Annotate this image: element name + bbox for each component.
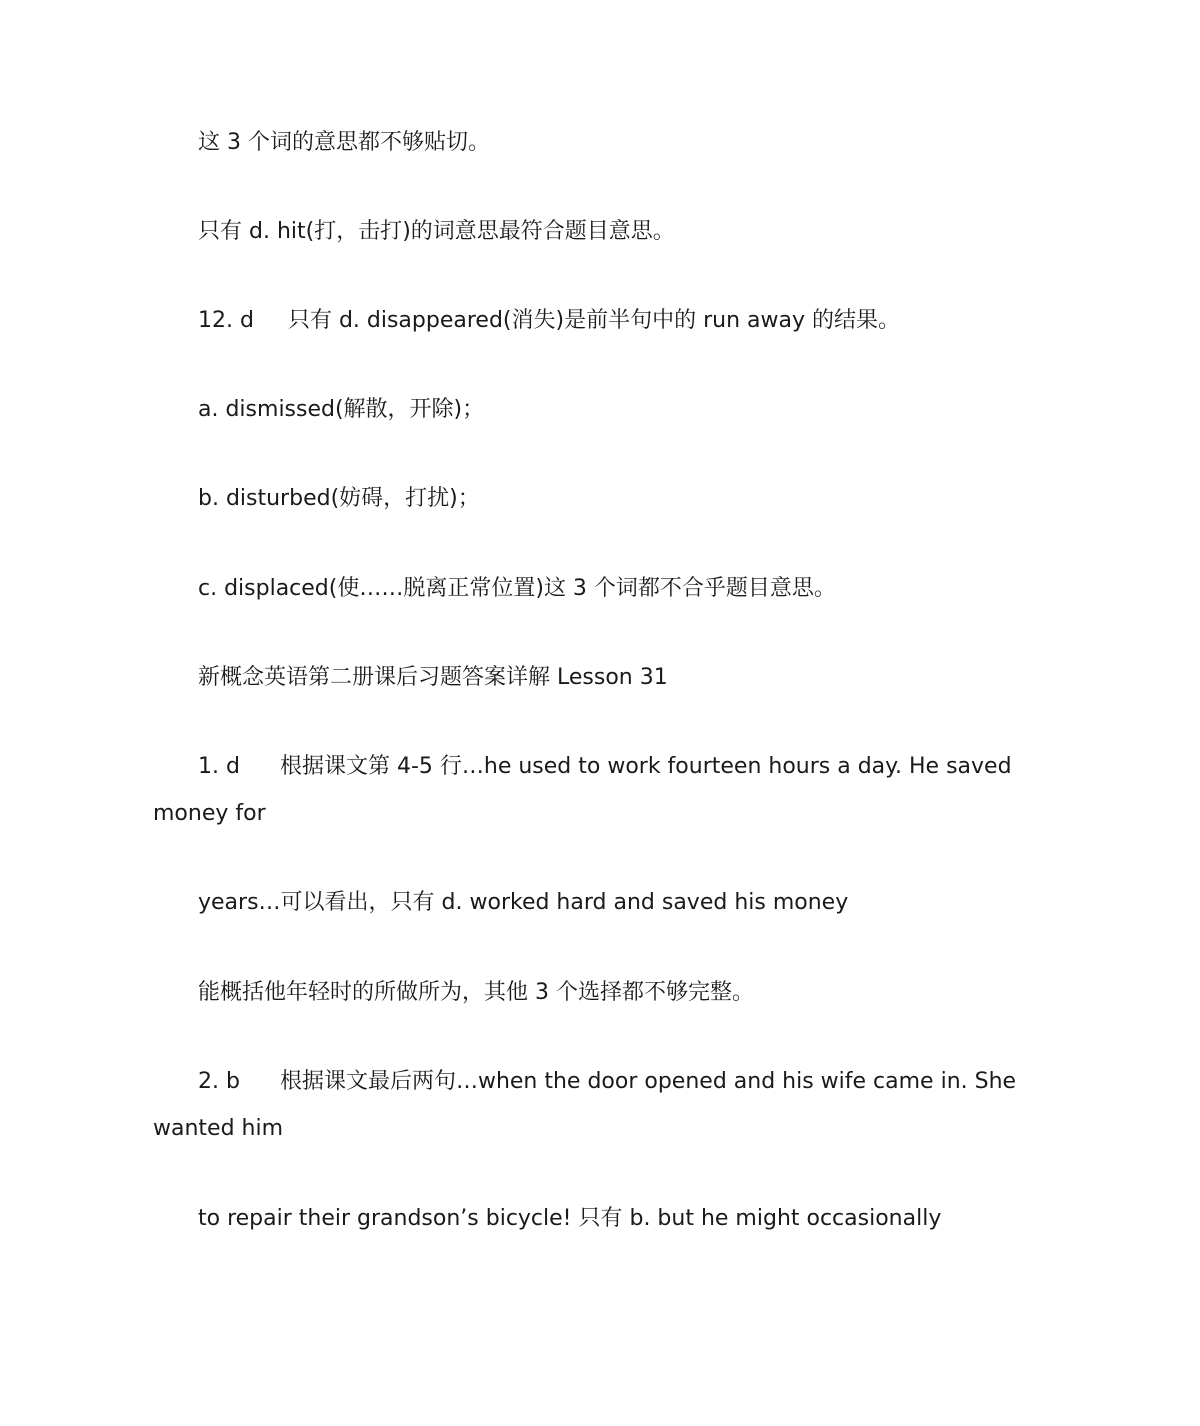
text-line: to repair their grandson’s bicycle! 只有 b. but he might occasionally [198,1206,942,1231]
answer-line-2 [198,1067,1016,1097]
answer-number: 12. d [198,308,254,333]
text-line: 能概括他年轻时的所做所为，其他 3 个选择都不够完整。 [198,980,754,1005]
text-line: 这 3 个词的意思都不够贴切。 [198,130,490,155]
text-line: c. displaced(使……脱离正常位置)这 3 个词都不合乎题目意思。 [198,576,836,601]
answer-line-1 [198,752,1012,782]
text-line: money for [153,801,266,826]
answer-number: 1. d [198,754,240,779]
answer-number: 2. b [198,1069,240,1094]
answer-line-12 [198,306,900,336]
answer-explanation: 根据课文最后两句…when the door opened and his wife came in. She [279,1069,1017,1094]
text-line: a. dismissed(解散，开除)； [198,397,485,422]
text-line: b. disturbed(妨碍，打扰)； [198,486,480,511]
lesson-heading: 新概念英语第二册课后习题答案详解 Lesson 31 [198,665,668,690]
text-line: years…可以看出，只有 d. worked hard and saved his money [198,890,849,915]
text-line: wanted him [153,1116,284,1141]
text-line: 只有 d. hit(打，击打)的词意思最符合题目意思。 [198,219,675,244]
answer-explanation: 只有 d. disappeared(消失)是前半句中的 run away 的结果。 [287,308,900,333]
answer-explanation: 根据课文第 4-5 行…he used to work fourteen hours a day. He saved [279,754,1012,779]
